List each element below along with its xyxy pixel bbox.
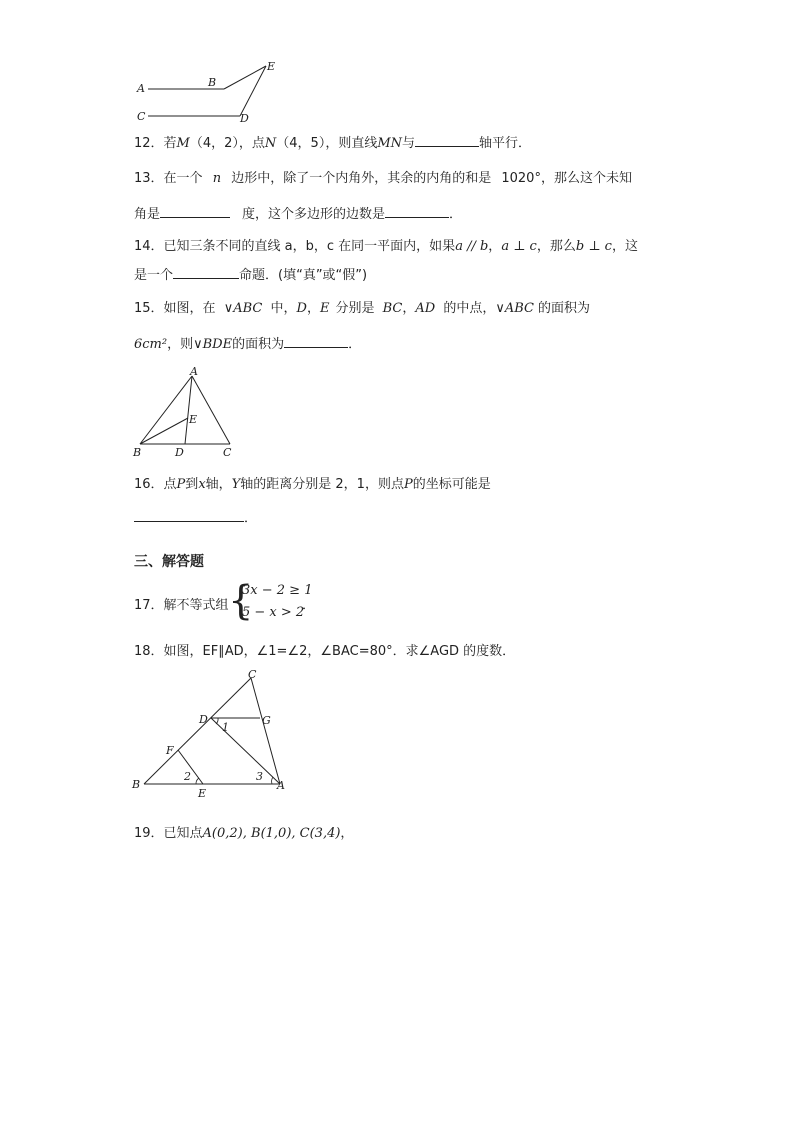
q13-line2b: 度，这个多边形的边数是 xyxy=(242,207,386,222)
answer-blank[interactable] xyxy=(160,205,230,218)
question-15-line2 xyxy=(134,333,361,352)
q17-ineq1: 3x − 2 ≥ 1 xyxy=(242,583,313,598)
q14-cond1: a // b xyxy=(455,239,489,254)
q15-comma2: ， xyxy=(402,301,416,316)
label-b: B xyxy=(133,446,142,459)
q14-cond2: a ⊥ c xyxy=(501,239,537,254)
q16-prefix: 16．点 xyxy=(134,477,177,492)
q14-line1c: ，这 xyxy=(611,239,638,254)
q16-suffix: 的坐标可能是 xyxy=(412,477,491,492)
q15-line1b: 中， xyxy=(270,301,297,316)
answer-blank[interactable] xyxy=(173,266,239,279)
q14-line2b: 命题．(填“真”或“假”) xyxy=(239,268,368,283)
question-19 xyxy=(134,822,353,841)
q12-m: M xyxy=(176,136,190,151)
section-title: 三、解答题 xyxy=(134,554,204,570)
figure-q18 xyxy=(128,668,298,804)
answer-blank[interactable] xyxy=(385,205,449,218)
q12-ncoord: （4，5），则直线 xyxy=(276,136,378,151)
q15-area: 6cm² xyxy=(134,337,168,352)
q12-prefix: 12．若 xyxy=(134,136,177,151)
q16-p2: P xyxy=(403,477,413,492)
q15-d: D xyxy=(296,301,307,316)
q14-line2a: 是一个 xyxy=(134,268,174,283)
q15-line2b: 的面积为 xyxy=(232,337,285,352)
q16-end: ． xyxy=(244,511,258,526)
label-b: B xyxy=(132,778,141,791)
q12-mn: MN xyxy=(377,136,403,151)
question-15-line1 xyxy=(134,297,590,316)
question-14-line1 xyxy=(134,235,638,254)
question-16-answer-line xyxy=(134,507,257,526)
q19-end: ， xyxy=(340,826,354,841)
q12-mid: 与 xyxy=(402,136,416,151)
label-d: D xyxy=(240,112,249,124)
q15-line2a: ，则 xyxy=(167,337,194,352)
label-2: 2 xyxy=(184,770,191,783)
q16-mid3: 轴的距离分别是 2，1，则点 xyxy=(240,477,404,492)
label-d: D xyxy=(175,446,184,459)
question-18: 18．如图，EF∥AD，∠1=∠2，∠BAC=80°．求∠AGD 的度数． xyxy=(134,644,516,659)
q15-tri2: ∨ABC xyxy=(495,301,534,316)
q16-x: x xyxy=(198,477,206,492)
label-e: E xyxy=(189,413,198,426)
q16-p: P xyxy=(176,477,186,492)
q14-cond3: b ⊥ c xyxy=(575,239,612,254)
question-14-line2 xyxy=(134,264,367,283)
label-c: C xyxy=(223,446,232,459)
q17-prefix: 17．解不等式组 xyxy=(134,598,229,613)
label-f: F xyxy=(166,744,174,757)
q14-sep: ， xyxy=(488,239,502,254)
q13-angle: 1020° xyxy=(501,171,541,186)
q15-tri3: ∨BDE xyxy=(193,337,233,352)
q12-n: N xyxy=(264,136,277,151)
q17-ineq2: 5 − x > 2 xyxy=(242,605,305,620)
label-c: C xyxy=(137,110,146,123)
q15-line2end: ． xyxy=(348,337,362,352)
label-e: E xyxy=(267,60,276,73)
q15-line1d: 的中点， xyxy=(443,301,496,316)
label-e: E xyxy=(198,787,207,800)
q17-end: ． xyxy=(302,598,316,613)
q12-mcoord: （4，2），点 xyxy=(189,136,265,151)
answer-blank[interactable] xyxy=(134,509,244,522)
label-a: A xyxy=(190,366,198,378)
q15-e: E xyxy=(319,301,330,316)
question-13-line1 xyxy=(134,167,632,186)
q19-points: A(0,2), B(1,0), C(3,4) xyxy=(202,826,341,841)
q13-n: n xyxy=(212,171,222,186)
q14-line1b: ，那么 xyxy=(536,239,576,254)
label-g: G xyxy=(262,714,271,727)
q16-y: Y xyxy=(231,477,241,492)
label-1: 1 xyxy=(222,721,229,734)
q15-tri1: ∨ABC xyxy=(223,301,263,316)
q15-bc: BC xyxy=(382,301,403,316)
question-12 xyxy=(134,132,531,151)
label-c: C xyxy=(248,668,257,681)
figure-ab-cd-e xyxy=(130,58,290,124)
answer-blank[interactable] xyxy=(284,335,348,348)
figure-triangle-abc-bde xyxy=(130,366,245,460)
question-16 xyxy=(134,473,491,492)
label-3: 3 xyxy=(256,770,263,783)
q16-mid1: 到 xyxy=(185,477,199,492)
q15-line1e: 的面积为 xyxy=(538,301,591,316)
label-a: A xyxy=(277,779,285,792)
q15-line1c: 分别是 xyxy=(335,301,375,316)
label-d: D xyxy=(199,713,208,726)
q14-line1a: 14．已知三条不同的直线 a，b，c 在同一平面内，如果 xyxy=(134,239,456,254)
question-13-line2 xyxy=(134,203,462,222)
label-a: A xyxy=(137,82,145,95)
q13-line1b: 边形中，除了一个内角外，其余的内角的和是 xyxy=(231,171,492,186)
q13-line1c: ，那么这个未知 xyxy=(540,171,632,186)
label-b: B xyxy=(208,76,217,89)
q15-line1a: 15．如图，在 xyxy=(134,301,216,316)
q16-mid2: 轴， xyxy=(205,477,232,492)
q13-line2a: 角是 xyxy=(134,207,161,222)
q13-line1a: 13．在一个 xyxy=(134,171,203,186)
q15-ad: AD xyxy=(415,301,436,316)
brace-icon: { xyxy=(228,578,254,624)
answer-blank[interactable] xyxy=(415,134,479,147)
q13-line2end: ． xyxy=(449,207,463,222)
q19-prefix: 19．已知点 xyxy=(134,826,203,841)
q15-comma: ， xyxy=(306,301,320,316)
q12-suffix: 轴平行． xyxy=(479,136,532,151)
